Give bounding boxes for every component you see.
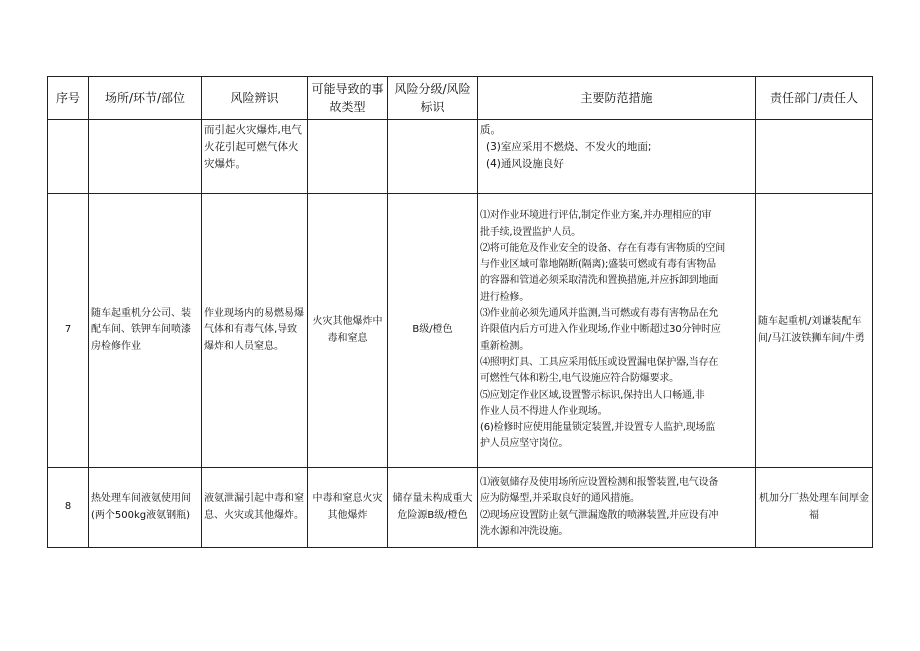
header-level: 风险分级/风险标识 <box>388 77 478 120</box>
row-index <box>48 120 89 194</box>
measure-line: 可燃性气体和粉尘,电气设施应符合防爆要求。 <box>480 373 679 385</box>
measure-line: 批手续,设置监护人员。 <box>480 226 581 238</box>
measure-line: 护人员应坚守岗位。 <box>480 438 569 450</box>
header-accident: 可能导致的事故类型 <box>308 77 388 120</box>
header-owner: 责任部门/责任人 <box>756 77 873 120</box>
header-index: 序号 <box>48 77 89 120</box>
measure-line: 质。 <box>480 124 501 136</box>
header-row <box>48 77 873 120</box>
row-location: 热处理车间液氨使用间(两个500kg液氨钢瓶) <box>89 468 202 548</box>
measure-line: ⑷照明灯具、工具应采用低压或设置漏电保护器,当存在 <box>480 356 719 368</box>
measure-line: ⑶作业前必须先通风并监测,当可燃或有毒有害物品在允 <box>480 308 719 320</box>
row-measures <box>478 194 756 468</box>
measure-line: ⑵现场应设置防止氨气泄漏逸散的喷淋装置,并应设有冲 <box>480 509 719 521</box>
row-index: 7 <box>48 194 89 468</box>
header-measures: 主要防范措施 <box>478 77 756 120</box>
measure-line: ⑴液氨储存及使用场所应设置检测和报警装置,电气设备 <box>480 476 719 488</box>
row-location <box>89 120 202 194</box>
row-accident: 中毒和窒息火灾其他爆炸 <box>308 468 388 548</box>
row-owner <box>756 120 873 194</box>
row-measures <box>478 120 756 194</box>
row-accident: 火灾其他爆炸中毒和窒息 <box>308 194 388 468</box>
measure-line: 作业人员不得进人作业现场。 <box>480 405 608 417</box>
measure-line: 洗水源和冲洗设施。 <box>480 526 569 537</box>
row-accident <box>308 120 388 194</box>
row-level: 储存量未构成重大危险源B级/橙色 <box>388 468 478 548</box>
row-risk: 而引起火灾爆炸,电气火花引起可燃气体火灾爆炸。 <box>202 120 308 194</box>
row-measures <box>478 468 756 548</box>
row-level: B级/橙色 <box>388 194 478 468</box>
measure-line: (3)室应采用不燃烧、不发火的地面; <box>486 141 652 153</box>
row-owner: 机加分厂热处理车间厚金福 <box>756 468 873 548</box>
measure-line: 进行检修。 <box>480 291 529 303</box>
table-row <box>48 120 873 194</box>
measure-line: 应为防爆型,并采取良好的通风措施。 <box>480 493 640 504</box>
row-location: 随车起重机分公司、装配车间、铁钾车间喷漆房检修作业 <box>89 194 202 468</box>
row-index: 8 <box>48 468 89 548</box>
row-level <box>388 120 478 194</box>
measure-line: (4)通风设施良好 <box>486 158 564 170</box>
measure-line: ⑵将可能危及作业安全的设备、存在有毒有害物质的空间 <box>480 242 725 254</box>
measure-line: 与作业区域可靠地隔断(隔离);盛装可燃或有毒有害物品 <box>480 259 716 271</box>
measure-line: 的容器和管道必须采取清洗和置换措施,并应拆卸到地面 <box>480 275 719 287</box>
risk-table <box>47 76 873 548</box>
measure-line: 许限值内后方可进入作业现场,作业中断超过30分钟时应 <box>480 324 721 336</box>
table-row <box>48 194 873 468</box>
header-location: 场所/环节/部位 <box>89 77 202 120</box>
table-row <box>48 468 873 548</box>
row-risk: 作业现场内的易燃易爆气体和有毒气体,导致爆炸和人员窒息。 <box>202 194 308 468</box>
measure-line: 重新检测。 <box>480 340 529 352</box>
row-risk: 液氨泄漏引起中毒和窒息、火灾或其他爆炸。 <box>202 468 308 548</box>
measure-line: ⑴对作业环境进行评估,制定作业方案,并办理相应的审 <box>480 210 712 222</box>
measure-line: ⑸应划定作业区域,设置警示标识,保持出人口畅通,非 <box>480 389 705 401</box>
header-risk: 风险辨识 <box>202 77 308 120</box>
measure-line: (6)检修时应使用能量锁定装置,并设置专人监护,现场监 <box>480 422 716 434</box>
row-owner: 随车起重机/刘谦装配车间/马江波铁狮车间/牛勇 <box>756 194 873 468</box>
